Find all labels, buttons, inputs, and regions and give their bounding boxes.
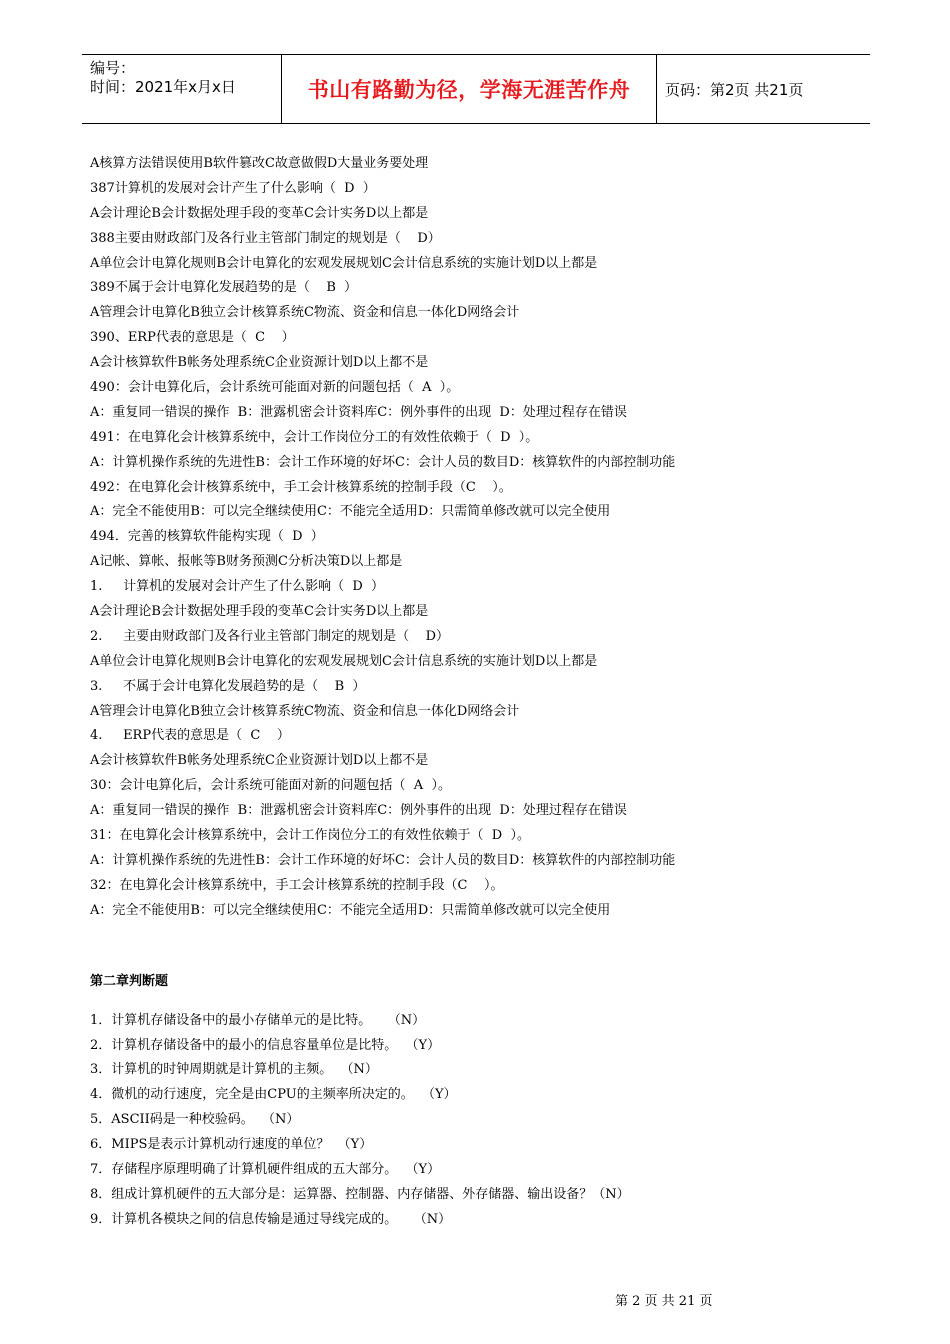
text-line: 32：在电算化会计核算系统中，手工会计核算系统的控制手段（C ）。	[90, 877, 504, 893]
document-number-label: 编号：	[90, 59, 136, 77]
text-line: 490：会计电算化后，会计系统可能面对新的问题包括（ A ）。	[90, 380, 460, 396]
section-spacer	[90, 997, 870, 1009]
text-line: A：计算机操作系统的先进性B：会计工作环境的好坏C：会计人员的数目D：核算软件的内部控制功能	[90, 852, 676, 868]
text-line: A会计理论B会计数据处理手段的变革C会计实务D以上都是	[90, 604, 429, 620]
text-line: A核算方法错误使用B软件篡改C故意做假D大量业务要处理	[90, 156, 429, 171]
page-footer: 第 2 页 共 21 页	[615, 1294, 713, 1309]
page-header	[82, 54, 870, 124]
text-line: A：重复同一错误的操作 B：泄露机密会计资料库C：例外事件的出现 D：处理过程存在错误	[90, 803, 627, 819]
header-page-info: 页码：第2页 共21页	[665, 80, 804, 99]
text-line: 7．存储程序原理明确了计算机硬件组成的五大部分。 （Y）	[90, 1161, 441, 1177]
text-line: 3．计算机的时钟周期就是计算机的主频。 （N）	[90, 1062, 378, 1078]
text-line: 1. 计算机的发展对会计产生了什么影响（ D ）	[90, 579, 385, 595]
judgement-list	[90, 1009, 870, 1233]
document-time-label: 时间：2021年x月x日	[90, 78, 236, 96]
text-line: A：完全不能使用B：可以完全继续使用C：不能完全适用D：只需简单修改就可以完全使用	[90, 504, 611, 520]
text-line: A会计理论B会计数据处理手段的变革C会计实务D以上都是	[90, 205, 429, 221]
text-line: 1．计算机存储设备中的最小存储单元的是比特。 （N）	[90, 1012, 426, 1028]
text-line: A管理会计电算化B独立会计核算系统C物流、资金和信息一体化D网络会计	[90, 305, 520, 321]
text-line: 30：会计电算化后，会计系统可能面对新的问题包括（ A ）。	[90, 778, 451, 794]
text-line: 2．计算机存储设备中的最小的信息容量单位是比特。 （Y）	[90, 1037, 441, 1053]
text-line: 494．完善的核算软件能构实现（ D ）	[90, 529, 324, 545]
document-body	[90, 152, 870, 1233]
text-line: 6．MIPS是表示计算机动行速度的单位？ （Y）	[90, 1137, 373, 1153]
text-line: 4．微机的动行速度，完全是由CPU的主频率所决定的。 （Y）	[90, 1087, 457, 1103]
text-line: A会计核算软件B帐务处理系统C企业资源计划D以上都不是	[90, 753, 429, 769]
text-line: 2. 主要由财政部门及各行业主管部门制定的规划是（ D）	[90, 628, 450, 644]
text-line: 492：在电算化会计核算系统中，手工会计核算系统的控制手段（C ）。	[90, 479, 512, 495]
text-line: 5．ASCII码是一种校验码。 （N）	[90, 1112, 300, 1128]
text-line: A管理会计电算化B独立会计核算系统C物流、资金和信息一体化D网络会计	[90, 703, 520, 719]
text-line: 8．组成计算机硬件的五大部分是：运算器、控制器、内存储器、外存储器、输出设备？（N）	[90, 1186, 630, 1202]
text-line: 389不属于会计电算化发展趋势的是（ B ）	[90, 280, 358, 296]
question-list	[90, 152, 870, 924]
text-line: 390、ERP代表的意思是（ C ）	[90, 330, 295, 346]
text-line: 387计算机的发展对会计产生了什么影响（ D ）	[90, 180, 376, 196]
text-line: A记帐、算帐、报帐等B财务预测C分析决策D以上都是	[90, 554, 403, 570]
section-spacer	[90, 924, 870, 967]
text-line: A会计核算软件B帐务处理系统C企业资源计划D以上都不是	[90, 355, 429, 371]
header-meta	[90, 59, 236, 97]
text-line: A：重复同一错误的操作 B：泄露机密会计资料库C：例外事件的出现 D：处理过程存在错误	[90, 404, 627, 420]
text-line: 9．计算机各模块之间的信息传输是通过导线完成的。 （N）	[90, 1211, 452, 1227]
text-line: 4. ERP代表的意思是（ C ）	[90, 728, 290, 744]
section-heading: 第二章判断题	[90, 973, 169, 989]
text-line: A单位会计电算化规则B会计电算化的宏观发展规划C会计信息系统的实施计划D以上都是	[90, 255, 598, 271]
header-motto: 书山有路勤为径，学海无涯苦作舟	[281, 55, 657, 123]
text-line: 388主要由财政部门及各行业主管部门制定的规划是（ D）	[90, 230, 441, 246]
text-line: A：完全不能使用B：可以完全继续使用C：不能完全适用D：只需简单修改就可以完全使用	[90, 902, 611, 918]
text-line: A单位会计电算化规则B会计电算化的宏观发展规划C会计信息系统的实施计划D以上都是	[90, 653, 598, 669]
text-line: 31：在电算化会计核算系统中，会计工作岗位分工的有效性依赖于（ D ）。	[90, 828, 530, 844]
text-line: A：计算机操作系统的先进性B：会计工作环境的好坏C：会计人员的数目D：核算软件的内部控制功能	[90, 454, 676, 470]
text-line: 3. 不属于会计电算化发展趋势的是（ B ）	[90, 678, 366, 694]
text-line: 491：在电算化会计核算系统中，会计工作岗位分工的有效性依赖于（ D ）。	[90, 429, 539, 445]
